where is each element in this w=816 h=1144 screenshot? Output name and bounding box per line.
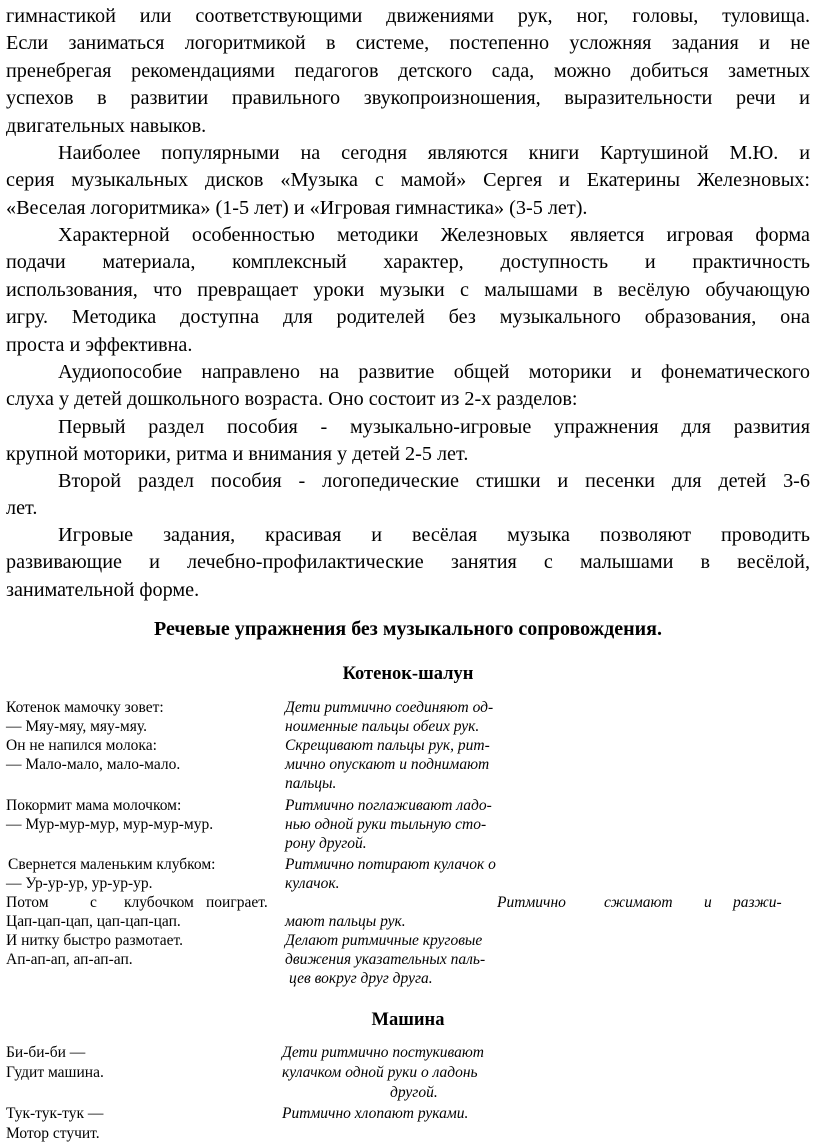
instruction-line: мают пальцы рук. xyxy=(285,913,406,930)
section-title: Речевые упражнения без музыкального сопровождения. xyxy=(154,618,662,640)
word: сжимают xyxy=(604,894,673,911)
text-line: Игровые задания, красивая и весёлая музыка позволяют проводить xyxy=(58,524,810,546)
instruction-line: цев вокруг друг друга. xyxy=(289,970,433,987)
poem-title-kitten: Котенок-шалун xyxy=(342,664,474,684)
text-line: использования, что превращает уроки музыки с малышами в весёлую обучающую xyxy=(6,278,810,301)
instruction-line: Ритмично хлопают руками. xyxy=(282,1105,469,1122)
word: клубочком xyxy=(124,894,194,911)
poem-line: Цап-цап-цап, цап-цап-цап. xyxy=(6,913,181,930)
poem-line: — Ур-ур-ур, ур-ур-ур. xyxy=(6,875,153,892)
text-line: гимнастикой или соответствующими движениями рук, ног, головы, туловища. xyxy=(6,5,810,27)
paragraph-6 xyxy=(6,468,810,523)
instruction-line: Делают ритмичные круговые xyxy=(285,932,483,949)
text-line: успехов в развитии правильного звукопроизношения, выразительности речи и xyxy=(6,87,810,110)
poem-line: Би-би-би — xyxy=(6,1044,86,1061)
text-line: Наиболее популярными на сегодня являются книги Картушиной М.Ю. и xyxy=(58,142,810,164)
poem-line: — Мало-мало, мало-мало. xyxy=(6,756,181,773)
text-line: слуха у детей дошкольного возраста. Оно состоит из 2-х разделов: xyxy=(6,388,578,411)
paragraph-2 xyxy=(6,140,810,222)
paragraph-7 xyxy=(6,522,810,604)
word: Ритмично xyxy=(497,894,566,911)
text-line: лет. xyxy=(6,497,38,520)
text-line: Аудиопособие направлено на развитие общей моторики и фонематического xyxy=(58,361,810,383)
instruction-line: Ритмично поглаживают ладо- xyxy=(285,797,492,814)
text-line: Если заниматься логоритмикой в системе, постепенно усложняя задания и не xyxy=(6,32,810,55)
text-line: пренебрегая рекомендациями педагогов детского сада, можно добиться заметных xyxy=(6,59,810,82)
text-line: игру. Методика доступна для родителей без музыкального образования, она xyxy=(6,306,810,329)
poem-line: Гудит машина. xyxy=(6,1064,104,1081)
text-line: Первый раздел пособия - музыкально-игровые упражнения для развития xyxy=(58,416,810,438)
word: с xyxy=(90,894,97,911)
text-line: серия музыкальных дисков «Музыка с мамой» Сергея и Екатерины Железновых: xyxy=(6,169,810,192)
instruction-line: кулачком одной руки о ладонь xyxy=(282,1064,478,1081)
text-line: «Веселая логоритмика» (1-5 лет) и «Игровая гимнастика» (3-5 лет). xyxy=(6,196,588,219)
instruction-line: кулачок. xyxy=(285,875,340,892)
text-line: крупной моторики, ритма и внимания у детей 2-5 лет. xyxy=(6,443,469,466)
word: разжи- xyxy=(733,894,782,911)
paragraph-4 xyxy=(6,359,810,414)
paragraph-3 xyxy=(6,222,810,359)
instruction-line: Скрещивают пальцы рук, рит- xyxy=(285,737,490,754)
poem-line: — Мур-мур-мур, мур-мур-мур. xyxy=(6,816,214,833)
poem-line: Тук-тук-тук — xyxy=(6,1105,104,1122)
poem-line: Он не напился молока: xyxy=(6,737,157,754)
instruction-line: рону другой. xyxy=(285,835,367,852)
poem-line: Ап-ап-ап, ап-ап-ап. xyxy=(6,951,133,968)
instruction-line: мично опускают и поднимают xyxy=(285,756,490,773)
paragraph-1 xyxy=(6,3,810,140)
instruction-line: пальцы. xyxy=(285,775,337,792)
text-line: развивающие и лечебно-профилактические занятия с малышами в весёлой, xyxy=(6,551,810,574)
instruction-line: другой. xyxy=(390,1084,438,1101)
text-line: занимательной форме. xyxy=(6,578,200,601)
instruction-line: Дети ритмично соединяют од- xyxy=(285,699,494,716)
instruction-line: Ритмично потирают кулачок о xyxy=(285,856,496,873)
poem-line: — Мяу-мяу, мяу-мяу. xyxy=(6,718,147,735)
word: и xyxy=(704,894,712,911)
poem-line: И нитку быстро размотает. xyxy=(6,932,183,949)
instruction-line: Дети ритмично постукивают xyxy=(282,1044,484,1061)
poem-line: Котенок мамочку зовет: xyxy=(6,699,164,716)
text-line: Второй раздел пособия - логопедические стишки и песенки для детей 3-6 xyxy=(58,470,810,492)
text-line: подачи материала, комплексный характер, доступность и практичность xyxy=(6,251,810,274)
word: Потом xyxy=(6,894,49,911)
text-line: проста и эффективна. xyxy=(6,333,193,356)
text-line: двигательных навыков. xyxy=(6,114,207,137)
poem-line: Мотор стучит. xyxy=(6,1125,100,1142)
instruction-line: движения указательных паль- xyxy=(285,951,486,968)
instruction-line: ноименные пальцы обеих рук. xyxy=(285,718,480,735)
poem-line: Свернется маленьким клубком: xyxy=(8,856,216,873)
poem-line: Покормит мама молочком: xyxy=(6,797,182,814)
text-line: Характерной особенностью методики Железновых является игровая форма xyxy=(58,224,810,246)
instruction-line: нью одной руки тыльную сто- xyxy=(285,816,487,833)
poem-title-car: Машина xyxy=(371,1010,445,1030)
word: поиграет. xyxy=(206,894,268,911)
paragraph-5 xyxy=(6,414,810,469)
